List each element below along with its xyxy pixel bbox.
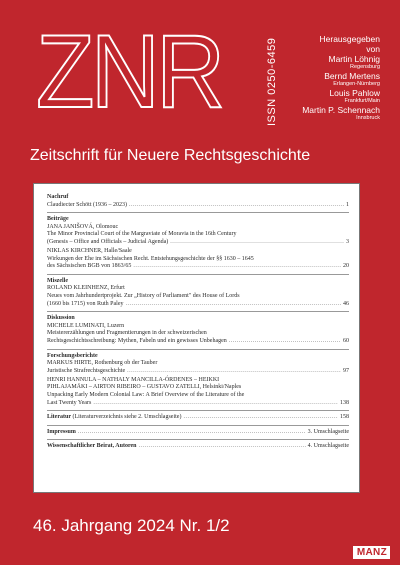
toc-entry-text: (1660 bis 1715) von Ruth Paley [47, 300, 124, 307]
toc-page-number: 46 [343, 300, 349, 307]
toc-footer-label: Wissenschaftlicher Beirat, Autoren [47, 443, 137, 450]
editor-name: Martin P. Schennach [302, 105, 380, 115]
dot-leader [93, 400, 338, 408]
toc-entry[interactable] [47, 248, 349, 271]
dot-leader [183, 414, 338, 422]
toc-entry-line: PIHLAJAMÄKI – AIRTON RIBEIRO – GUSTAVO ZATELLI, Helsinki/Naples [47, 384, 242, 391]
toc-entry-last-line [47, 338, 349, 346]
toc-page-number: 3. Umschlagseite [307, 428, 349, 435]
toc-entry-last-line [47, 202, 349, 210]
toc-entry[interactable] [47, 224, 349, 247]
toc-section [47, 194, 349, 209]
toc-entry[interactable] [47, 377, 349, 407]
toc-section-title: Beiträge [47, 216, 69, 223]
editor-location: Frankfurt/Main [344, 98, 380, 104]
toc-section-title: Nachruf [47, 194, 69, 200]
toc-page-number: 3 [346, 238, 349, 245]
toc-footer-row[interactable] [47, 414, 349, 422]
toc-entry-line: ROLAND KLEINHENZ, Erfurt [47, 285, 125, 292]
editor-location: Erlangen-Nürnberg [333, 81, 380, 87]
section-divider [47, 410, 349, 411]
toc-entry-text: Rechtsgeschichtsschreibung: Mythen, Fabeln und ein gewisses Unbehagen [47, 338, 227, 344]
editors-label-1: Herausgegeben [319, 34, 380, 44]
toc-page-number: 4. Umschlagseite [307, 443, 349, 450]
toc-footer-row[interactable] [47, 429, 349, 437]
toc-entry-last-line [47, 301, 349, 309]
toc-entry-line: The Minor Provincial Court of the Margraviate of Moravia in the 16th Century [47, 231, 237, 238]
toc-footer-text [47, 443, 137, 451]
dot-leader [126, 301, 342, 309]
dot-leader [133, 263, 341, 271]
toc-entry-line: Meistererzählungen und Fragmentierungen in der schweizerischen [47, 330, 207, 337]
toc-entry[interactable] [47, 360, 349, 375]
toc-entry-last-line [47, 239, 349, 247]
toc-entry-line: Unpacking Early Modern Colonial Law: A Brief Overview of the Literature of the [47, 392, 245, 399]
toc-page-number: 20 [343, 263, 349, 270]
toc-entry-line: HENRI HANNULA – NATHALY MANCILLA-ÓRDENES – HEIKKI [47, 376, 220, 383]
toc-entry-last-line [47, 263, 349, 271]
toc-footer-label: Literatur [47, 414, 71, 421]
dot-leader [229, 338, 341, 346]
toc-entry-line: MICHELE LUMINATI, Luzern [47, 322, 125, 329]
toc-entry[interactable] [47, 323, 349, 346]
dot-leader [127, 368, 341, 376]
section-divider [47, 349, 349, 350]
toc-entry-text: (Genesis – Office and Officials – Judicial Agenda) [47, 238, 169, 245]
section-divider [47, 425, 349, 426]
toc-section [47, 216, 349, 271]
toc-entry[interactable] [47, 202, 349, 210]
toc-entry-last-line [47, 368, 349, 376]
section-divider [47, 212, 349, 213]
dot-leader [139, 443, 306, 451]
section-divider [47, 311, 349, 312]
toc-entry[interactable] [47, 285, 349, 308]
table-of-contents [33, 183, 360, 493]
toc-entry-text: Juristische Strafrechtsgeschichte [47, 367, 126, 374]
toc-page-number: 138 [340, 399, 349, 406]
toc-page-number: 97 [343, 367, 349, 374]
journal-subtitle: Zeitschrift für Neuere Rechtsgeschichte [30, 147, 311, 164]
section-divider [47, 439, 349, 440]
editors-block [260, 34, 380, 122]
toc-entry-text: Last Twenty Years [47, 399, 92, 406]
toc-section [47, 353, 349, 408]
toc-footer-label: Impressum [47, 428, 76, 435]
toc-sections [47, 194, 349, 411]
toc-footer-text [47, 414, 181, 422]
publisher-logo: MANZ [353, 546, 390, 559]
toc-section-title: Diskussion [47, 315, 75, 322]
toc-section [47, 278, 349, 308]
editor-name: Bernd Mertens [324, 71, 380, 81]
toc-entry-text: Claudiecter Schött (1936 – 2023) [47, 201, 127, 208]
toc-footer-note: (Literaturverzeichnis siehe 2. Umschlagseite) [71, 414, 182, 421]
toc-entry-line: Wirkungen der Ehe im Sächsischen Recht. Entstehungsgeschichte der §§ 1630 – 1645 [47, 255, 254, 262]
issue-info: 46. Jahrgang 2024 Nr. 1/2 [33, 516, 230, 535]
editor-name: Louis Pahlow [329, 88, 380, 98]
dot-leader [129, 202, 344, 210]
toc-section [47, 315, 349, 345]
journal-logo: ZNR [36, 14, 222, 130]
editor-name: Martin Löhnig [328, 54, 380, 64]
editor-location: Regensburg [350, 64, 380, 70]
toc-entry-line: Neues vom Jahrhundertprojekt. Zur „History of Parliament" des House of Lords [47, 293, 240, 300]
toc-entry-line: MARKUS HIRTE, Rothenburg ob der Tauber [47, 360, 158, 367]
toc-entry-text: des Sächsischen BGB von 1863/65 [47, 263, 132, 270]
issn-number: ISSN 0250-6459 [266, 37, 278, 126]
toc-section-title: Miszelle [47, 277, 68, 284]
toc-section-title: Forschungsberichte [47, 352, 98, 359]
toc-footer [47, 414, 349, 451]
toc-entry-last-line [47, 400, 349, 408]
toc-page-number: 158 [340, 414, 349, 421]
toc-page-number: 60 [343, 338, 349, 344]
section-divider [47, 274, 349, 275]
toc-footer-text [47, 429, 76, 437]
dot-leader [78, 429, 306, 437]
toc-entry-line: NIKLAS KIRCHNER, Halle/Saale [47, 248, 132, 255]
dot-leader [170, 239, 344, 247]
editors-label-2: von [366, 44, 380, 54]
toc-entry-line: JANA JANIŠOVÁ, Olomouc [47, 223, 119, 230]
toc-page-number: 1 [346, 201, 349, 208]
editor-location: Innsbruck [356, 115, 380, 121]
toc-footer-row[interactable] [47, 443, 349, 451]
